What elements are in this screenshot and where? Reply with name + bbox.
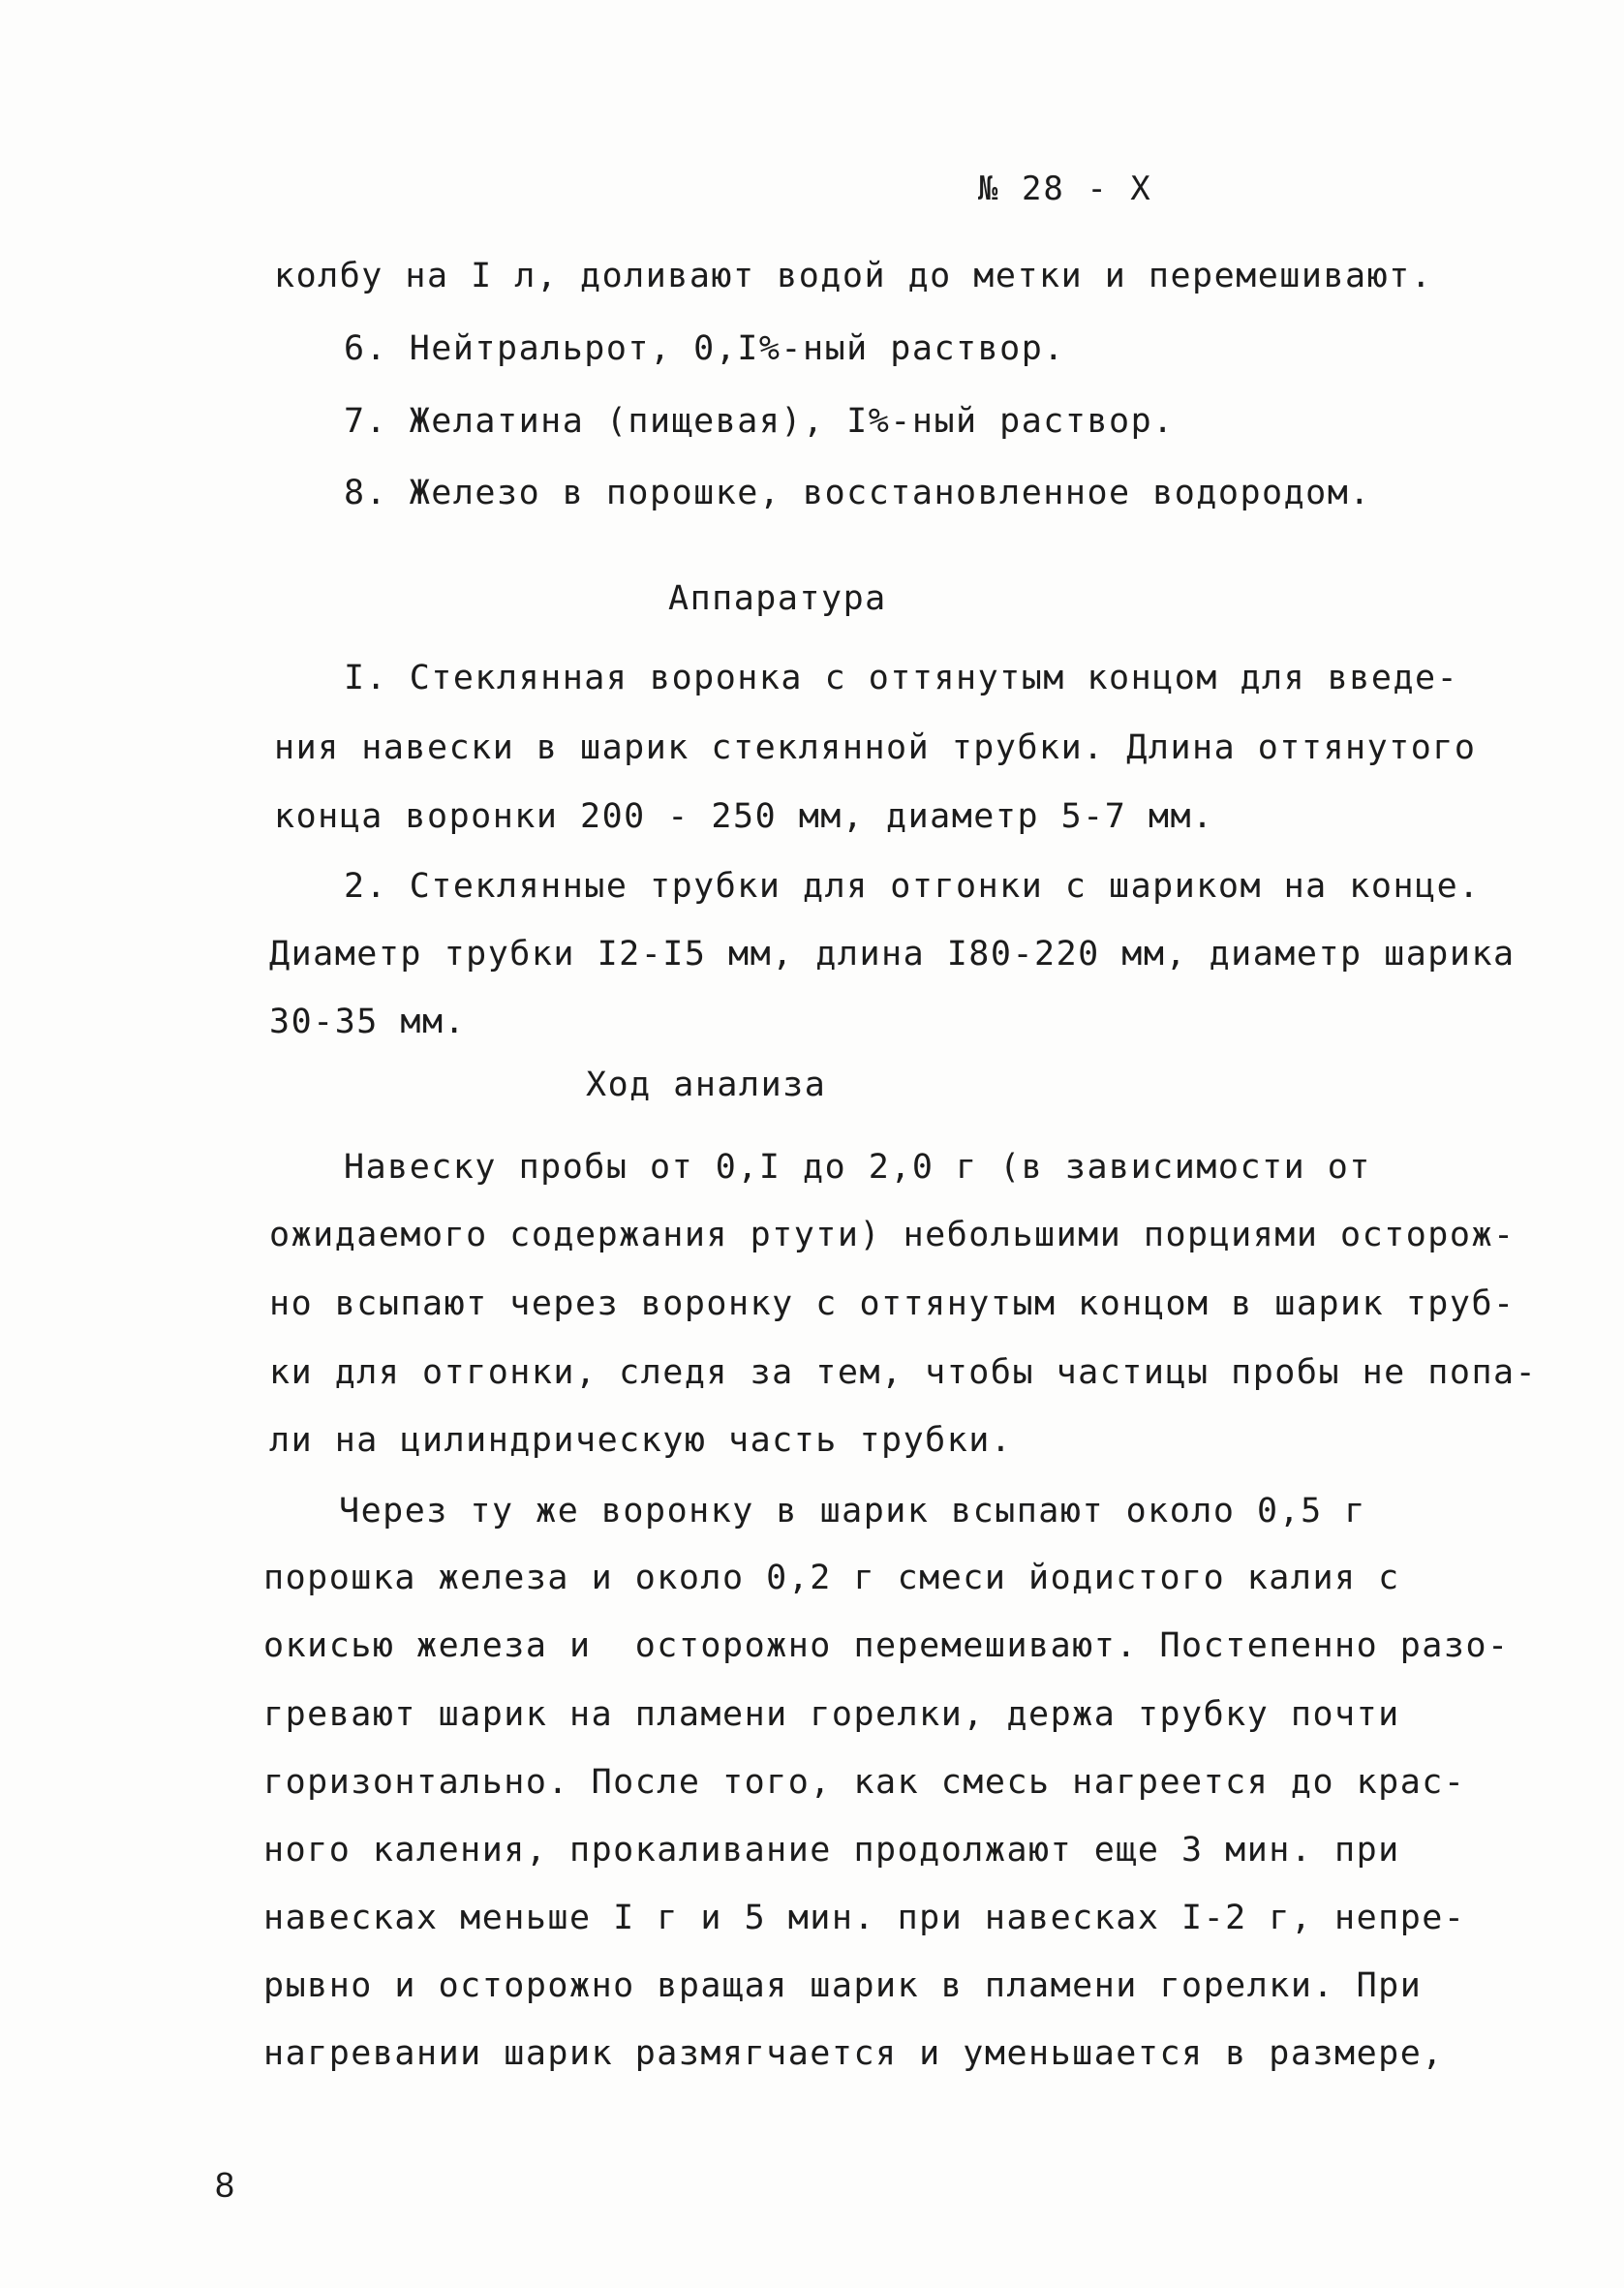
apparatus-line: конца воронки 200 - 250 мм, диаметр 5-7 мм. [274, 797, 1214, 836]
procedure-line: ли на цилиндрическую часть трубки. [269, 1421, 1013, 1460]
procedure-line: окисью железа и осторожно перемешивают. Постепенно разо- [263, 1626, 1510, 1665]
procedure-line: Навеску пробы от 0,I до 2,0 г (в зависимости от [344, 1148, 1371, 1187]
procedure-line: нагревании шарик размягчается и уменьшается в размере, [263, 2034, 1444, 2073]
document-code: № 28 - Х [978, 170, 1152, 208]
procedure-line: ожидаемого содержания ртути) небольшими порциями осторож- [269, 1216, 1516, 1254]
apparatus-line: Диаметр трубки I2-I5 мм, длина I80-220 мм, диаметр шарика [269, 935, 1516, 974]
reagent-item-7: 7. Желатина (пищевая), I%-ный раствор. [344, 402, 1175, 441]
procedure-heading: Ход анализа [586, 1066, 827, 1104]
apparatus-line: I. Стеклянная воронка с оттянутым концом для введе- [344, 659, 1459, 697]
reagent-line-continued: колбу на I л, доливают водой до метки и перемешивают. [274, 257, 1433, 295]
page-number: 8 [215, 2165, 235, 2205]
procedure-line: горизонтально. После того, как смесь нагреется до крас- [263, 1763, 1466, 1802]
procedure-line: ки для отгонки, следя за тем, чтобы частицы пробы не попа- [269, 1353, 1538, 1392]
apparatus-line: ния навески в шарик стеклянной трубки. Длина оттянутого [274, 728, 1477, 767]
procedure-line: гревают шарик на пламени горелки, держа трубку почти [263, 1695, 1400, 1734]
reagent-item-8: 8. Железо в порошке, восстановленное водородом. [344, 474, 1371, 512]
procedure-line: навесках меньше I г и 5 мин. при навесках I-2 г, непре- [263, 1899, 1466, 1937]
procedure-line: ного каления, прокаливание продолжают еще 3 мин. при [263, 1831, 1400, 1870]
procedure-line: порошка железа и около 0,2 г смеси йодистого калия с [263, 1559, 1400, 1597]
procedure-line: Через ту же воронку в шарик всыпают около 0,5 г [339, 1492, 1366, 1530]
procedure-line: рывно и осторожно вращая шарик в пламени горелки. При [263, 1966, 1423, 2005]
apparatus-line: 30-35 мм. [269, 1003, 467, 1041]
apparatus-line: 2. Стеклянные трубки для отгонки с шариком на конце. [344, 867, 1481, 906]
apparatus-heading: Аппаратура [668, 579, 887, 618]
procedure-line: но всыпают через воронку с оттянутым концом в шарик труб- [269, 1284, 1516, 1323]
reagent-item-6: 6. Нейтральрот, 0,I%-ный раствор. [344, 329, 1065, 368]
